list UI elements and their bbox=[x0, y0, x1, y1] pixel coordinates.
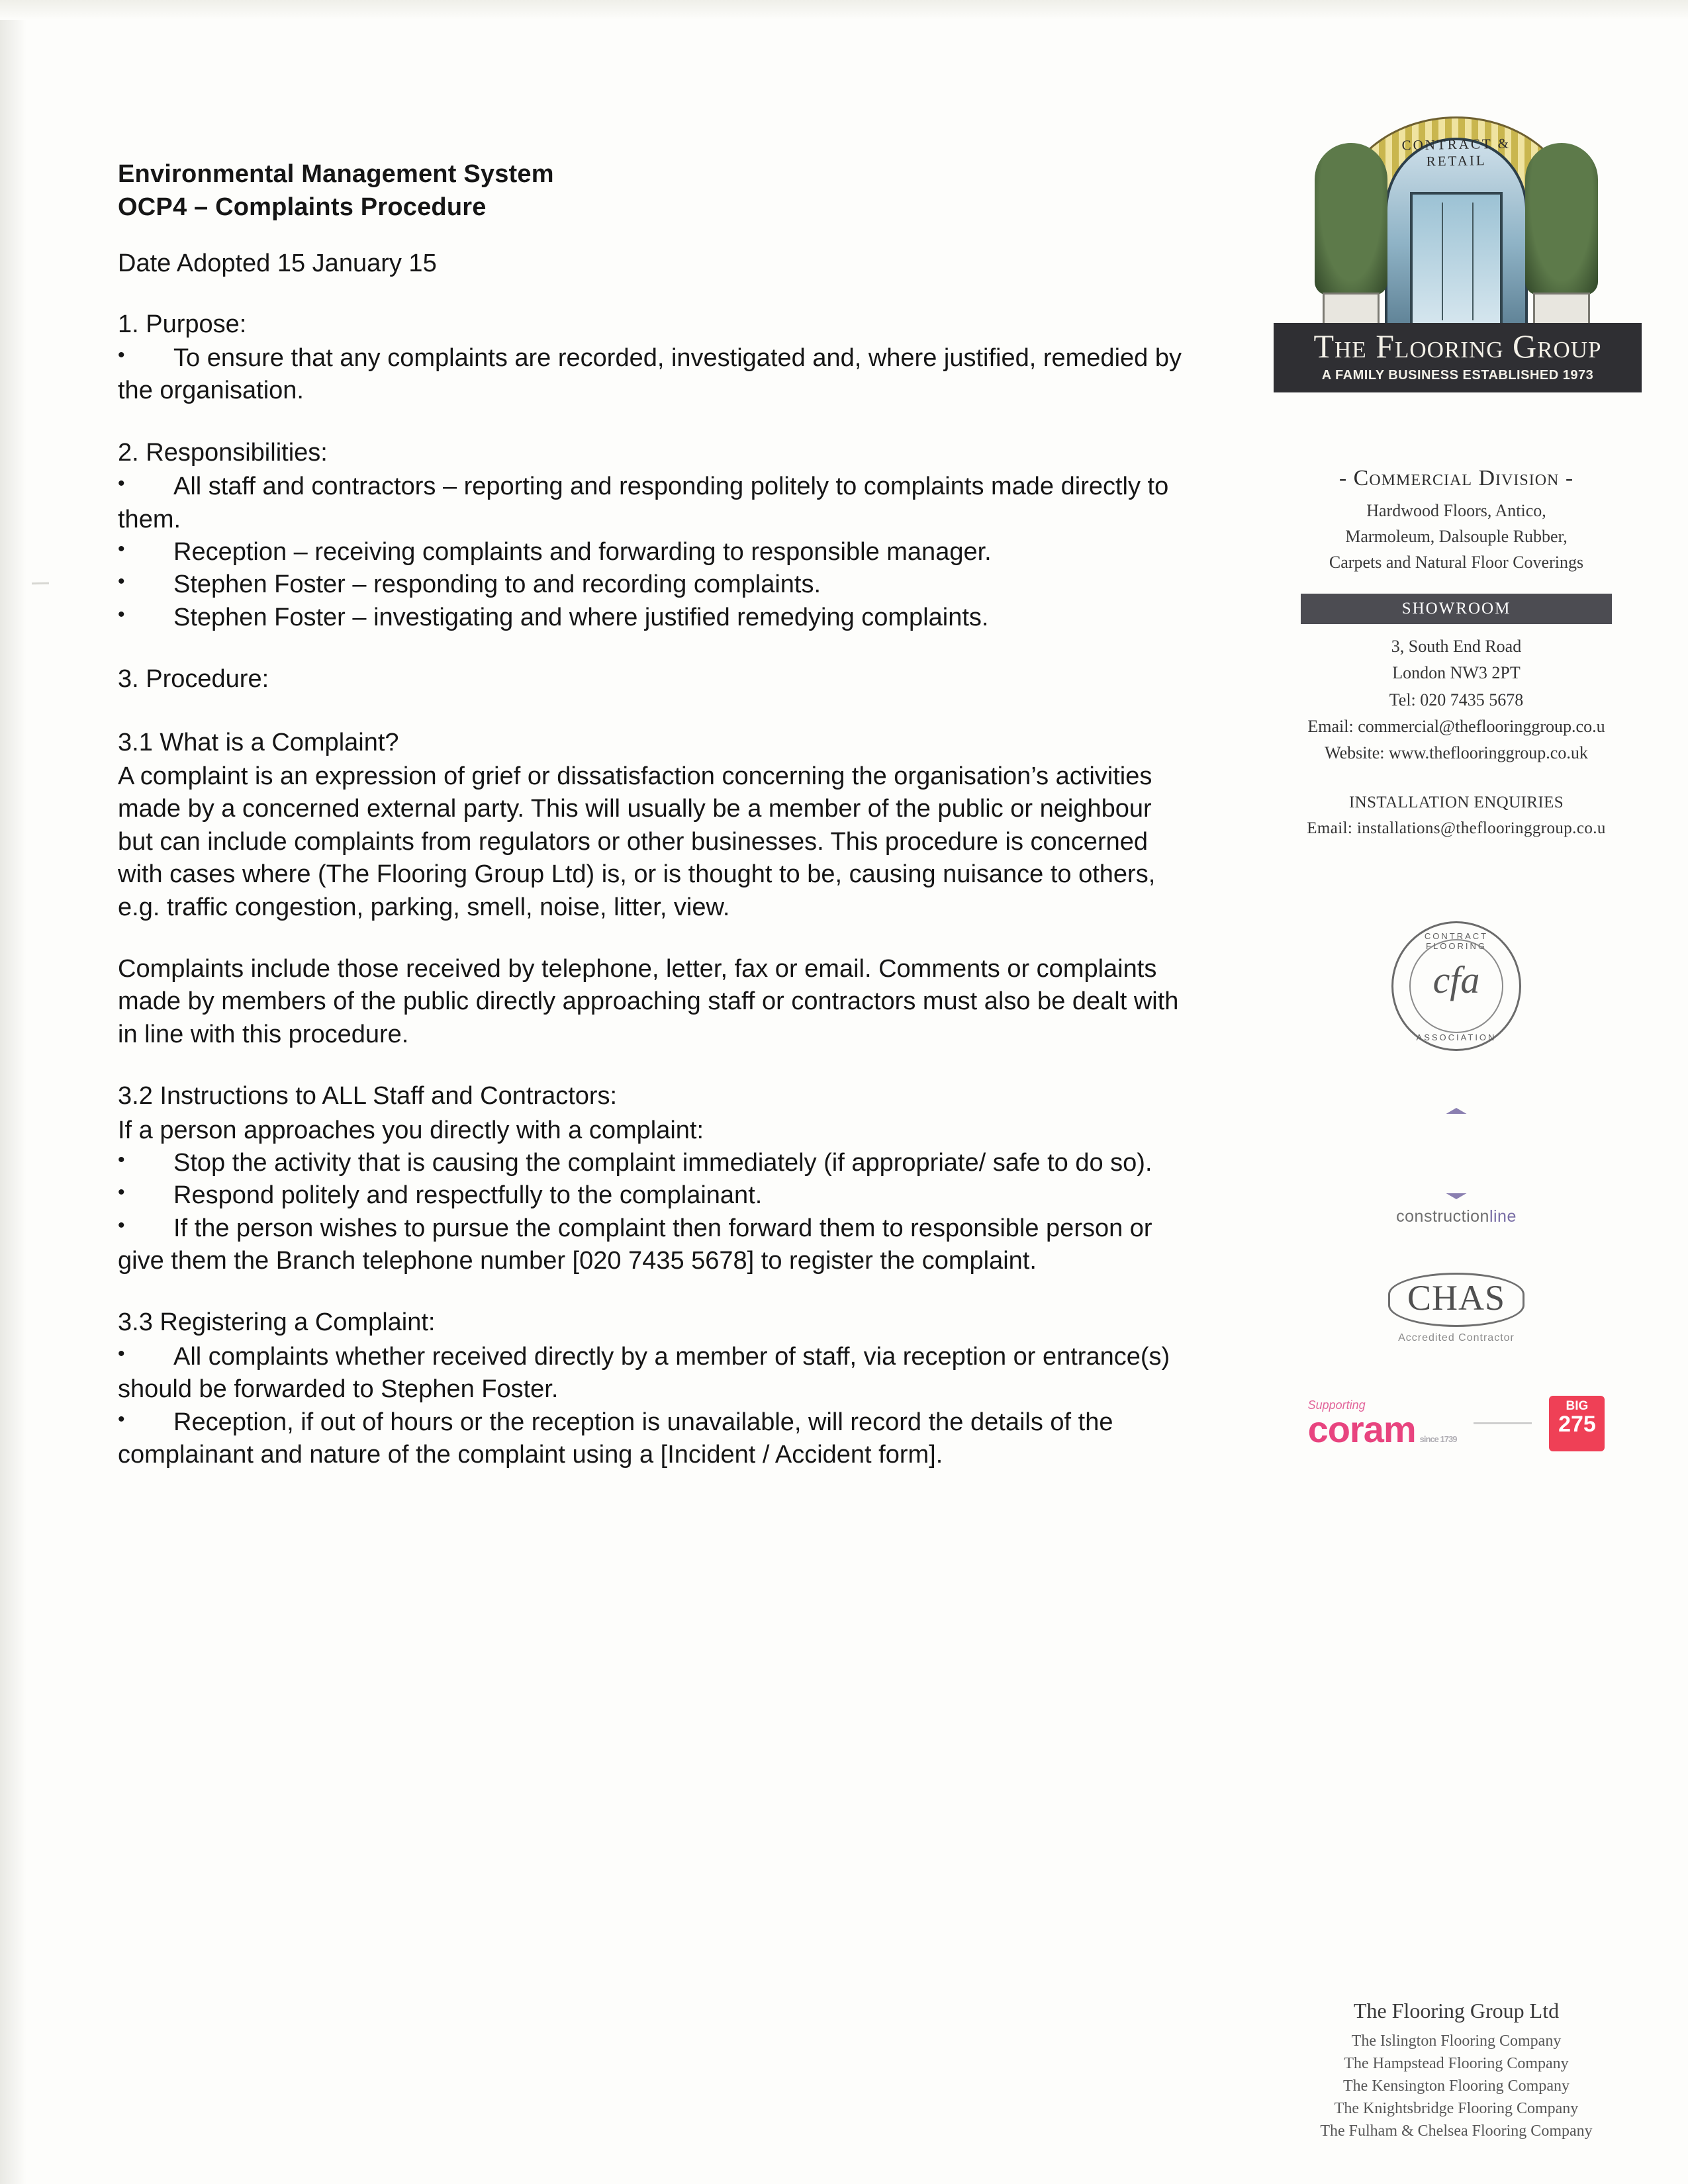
list-item-text: Stephen Foster – responding to and recording complaints. bbox=[173, 570, 821, 599]
constructionline-logo bbox=[1258, 1108, 1655, 1226]
title-line-2: OCP4 – Complaints Procedure bbox=[118, 193, 487, 222]
footer-company-item: The Hampstead Flooring Company bbox=[1344, 2055, 1569, 2073]
cfa-logo-icon bbox=[1391, 921, 1521, 1051]
coram-support-logo bbox=[1258, 1396, 1655, 1451]
products-line-3: Carpets and Natural Floor Coverings bbox=[1329, 553, 1584, 572]
hexagon-ring-icon bbox=[1411, 1108, 1502, 1199]
address-city: London NW3 2PT bbox=[1392, 663, 1521, 683]
title-line-1: Environmental Management System bbox=[118, 160, 554, 188]
showroom-banner: SHOWROOM bbox=[1301, 594, 1612, 624]
document-text-column bbox=[118, 158, 1184, 1471]
constructionline-label bbox=[1258, 1207, 1655, 1226]
footer-company-title: The Flooring Group Ltd bbox=[1353, 1999, 1560, 2023]
constructionline-word-2: line bbox=[1489, 1206, 1517, 1226]
cfa-monogram: cfa bbox=[1432, 958, 1480, 1001]
footer-company-item: The Kensington Flooring Company bbox=[1343, 2077, 1570, 2095]
date-adopted: Date Adopted 15 January 15 bbox=[118, 250, 437, 278]
address-website: Website: www.theflooringgroup.co.uk bbox=[1325, 743, 1588, 763]
list-item bbox=[118, 1341, 1184, 1406]
cfa-arc-top-text: CONTRACT FLOORING bbox=[1424, 931, 1489, 951]
company-logo bbox=[1264, 113, 1648, 457]
paragraph-complaint-channels: Complaints include those received by telephone, letter, fax or email. Comments or complaints made by members of the public directly approaching staff or contractors must also be dealt with in line with this procedure. bbox=[118, 954, 1179, 1048]
section-heading-responsibilities: 2. Responsibilities: bbox=[118, 438, 328, 467]
spacer bbox=[118, 698, 1184, 727]
list-item-text: Reception, if out of hours or the reception is unavailable, will record the details of the complainant and nature of the complaint using a [Incident / Accident form]. bbox=[118, 1408, 1113, 1469]
shop-door-icon bbox=[1410, 192, 1503, 331]
address-telephone: Tel: 020 7435 5678 bbox=[1389, 690, 1524, 709]
list-item-text: If the person wishes to pursue the complaint then forward them to responsible person or give them the Branch telephone number [020 7435 5678] to register the complaint. bbox=[118, 1214, 1152, 1275]
coram-block bbox=[1308, 1399, 1457, 1448]
list-item-text: All complaints whether received directly by a member of staff, via reception or entrance(s) should be forwarded to Stephen Foster. bbox=[118, 1342, 1170, 1404]
products-line-2: Marmoleum, Dalsouple Rubber, bbox=[1345, 527, 1568, 546]
shopfront-illustration-icon bbox=[1311, 113, 1602, 331]
list-item bbox=[118, 471, 1184, 536]
coram-word-text: coram bbox=[1307, 1408, 1416, 1450]
big-275-number: 275 bbox=[1558, 1411, 1596, 1437]
cfa-arc-bottom-text: ASSOCIATION bbox=[1416, 1032, 1497, 1042]
paragraph-complaint-definition: A complaint is an expression of grief or dissatisfaction concerning the organisation’s activities made by a concerned external party. This will usually be a member of the public or neighbour but can include complaints from regulators or other businesses. This procedure is concerned with cases where (The Flooring Group Ltd) is, or is thought to be, causing nuisance to others, e.g. traffic congestion, parking, smell, noise, litter, view. bbox=[118, 762, 1156, 921]
enquiries-title: INSTALLATION ENQUIRIES bbox=[1348, 794, 1564, 812]
company-name-bar bbox=[1274, 323, 1642, 392]
section-heading-3-3: 3.3 Registering a Complaint: bbox=[118, 1308, 436, 1337]
list-item bbox=[118, 1406, 1184, 1472]
products-list bbox=[1258, 498, 1655, 575]
bullet-icon: • bbox=[118, 1214, 125, 1236]
bullet-icon: • bbox=[118, 473, 125, 495]
page-title bbox=[118, 158, 1184, 224]
big-275-badge bbox=[1549, 1396, 1605, 1451]
bullet-icon: • bbox=[118, 344, 125, 367]
installation-enquiries bbox=[1258, 790, 1655, 842]
list-item bbox=[118, 342, 1184, 408]
list-item-text: Reception – receiving complaints and forwarding to responsible manager. bbox=[173, 538, 992, 567]
list-item-text: All staff and contractors – reporting and responding politely to complaints made directly to them. bbox=[118, 473, 1169, 533]
list-item bbox=[118, 536, 1184, 569]
footer-company-item: The Islington Flooring Company bbox=[1351, 2032, 1562, 2050]
divider-line bbox=[1474, 1422, 1532, 1424]
list-item bbox=[118, 1147, 1184, 1179]
list-item-text: To ensure that any complaints are recorded, investigated and, where justified, remedied by the organisation. bbox=[118, 344, 1182, 405]
chas-logo bbox=[1258, 1273, 1655, 1344]
products-line-1: Hardwood Floors, Antico, bbox=[1366, 501, 1546, 520]
list-item-text: Stephen Foster – investigating and where justified remedying complaints. bbox=[173, 603, 989, 631]
constructionline-word-1: construction bbox=[1396, 1206, 1489, 1226]
coram-supporting-label: Supporting bbox=[1307, 1398, 1366, 1412]
bullet-icon: • bbox=[118, 603, 125, 625]
bullet-icon: • bbox=[118, 1148, 125, 1171]
spacer bbox=[118, 408, 1184, 437]
coram-since-label: since 1739 bbox=[1419, 1433, 1457, 1444]
section-heading-3-2: 3.2 Instructions to ALL Staff and Contractors: bbox=[118, 1082, 618, 1111]
chas-sublabel: Accredited Contractor bbox=[1398, 1332, 1515, 1343]
paragraph-3-2-intro: If a person approaches you directly with a complaint: bbox=[118, 1116, 704, 1144]
showroom-address bbox=[1258, 633, 1655, 766]
letterhead-column bbox=[1258, 113, 1655, 1451]
list-item-text: Respond politely and respectfully to the complainant. bbox=[173, 1181, 763, 1210]
company-tagline: A FAMILY BUSINESS ESTABLISHED 1973 bbox=[1321, 368, 1594, 383]
list-item bbox=[118, 1179, 1184, 1212]
bullet-icon: • bbox=[118, 1342, 125, 1365]
address-street: 3, South End Road bbox=[1391, 637, 1522, 656]
footer-company-item: The Knightsbridge Flooring Company bbox=[1334, 2100, 1579, 2118]
list-item-text: Stop the activity that is causing the complaint immediately (if appropriate/ safe to do so). bbox=[173, 1148, 1152, 1177]
address-email: Email: commercial@theflooringgroup.co.u bbox=[1307, 716, 1605, 736]
spacer bbox=[118, 1277, 1184, 1306]
bullet-icon: • bbox=[118, 538, 125, 561]
spacer bbox=[118, 634, 1184, 663]
accreditation-badges bbox=[1258, 921, 1655, 1451]
arch-label: CONTRACT & RETAIL bbox=[1401, 135, 1511, 169]
big-275-top-text: BIG bbox=[1566, 1398, 1589, 1413]
scan-artifact-mark bbox=[32, 582, 49, 584]
list-item bbox=[118, 1212, 1184, 1278]
spacer bbox=[118, 1051, 1184, 1080]
group-companies-footer bbox=[1244, 1999, 1668, 2142]
bullet-icon: • bbox=[118, 1408, 125, 1430]
section-heading-procedure: 3. Procedure: bbox=[118, 665, 269, 694]
list-item bbox=[118, 602, 1184, 634]
footer-company-item: The Fulham & Chelsea Flooring Company bbox=[1320, 2122, 1593, 2140]
coram-wordmark bbox=[1307, 1408, 1457, 1450]
enquiries-email: Email: installations@theflooringgroup.co.u bbox=[1307, 819, 1606, 838]
company-name: The Flooring Group bbox=[1313, 328, 1602, 365]
list-item bbox=[118, 569, 1184, 601]
spacer bbox=[118, 924, 1184, 953]
section-heading-3-1: 3.1 What is a Complaint? bbox=[118, 728, 399, 756]
division-label: - Commercial Division - bbox=[1338, 466, 1574, 490]
chas-mark: CHAS bbox=[1388, 1273, 1524, 1327]
scan-edge-shadow-top bbox=[0, 0, 1688, 20]
section-heading-purpose: 1. Purpose: bbox=[118, 310, 247, 338]
bullet-icon: • bbox=[118, 1181, 125, 1204]
bullet-icon: • bbox=[118, 570, 125, 593]
scan-edge-shadow-left bbox=[0, 0, 26, 2184]
